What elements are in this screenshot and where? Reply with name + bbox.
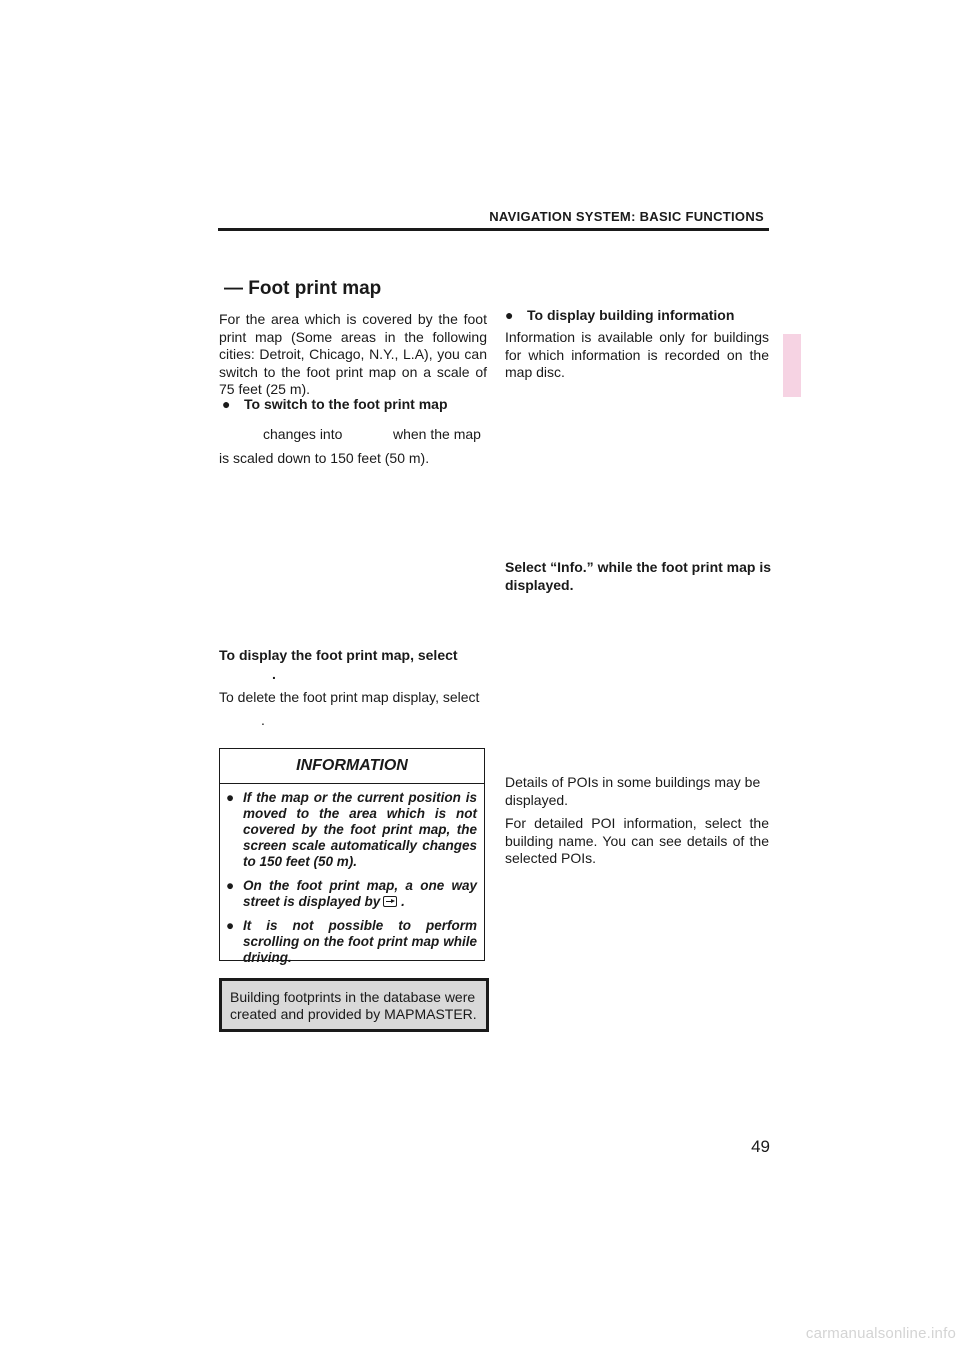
bullet-icon: ● — [226, 918, 235, 933]
information-item-text: If the map or the current position is moved to the area which is not covered by the foot print map, the screen scale automatically changes to 150 feet (50 m). — [243, 790, 477, 869]
watermark: carmanualsonline.info — [805, 1325, 956, 1342]
one-way-text: On the foot print map, a one way street is displayed by — [243, 878, 477, 909]
switch-heading-text: To switch to the foot print map — [244, 396, 448, 412]
information-item — [226, 918, 477, 966]
bullet-icon: ● — [222, 396, 231, 412]
running-header: NAVIGATION SYSTEM: BASIC FUNCTIONS — [489, 209, 764, 224]
select-info-instruction: Select “Info.” while the foot print map is displayed. — [505, 559, 772, 593]
building-paragraph: Information is available only for buildings for which information is recorded on the map disc. — [505, 329, 769, 380]
header-rule — [218, 228, 769, 231]
scaled-down-text: is scaled down to 150 feet (50 m). — [219, 450, 430, 466]
bullet-icon: ● — [226, 878, 235, 893]
information-item — [226, 790, 477, 870]
information-item — [226, 878, 477, 910]
delete-period: . — [261, 712, 265, 728]
poi-detailed-paragraph: For detailed POI information, select the building name. You can see details of the selected POIs. — [505, 815, 769, 866]
mapmaster-notice: Building footprints in the database were created and provided by MAPMASTER. — [219, 978, 489, 1032]
bullet-icon: ● — [226, 790, 235, 805]
building-heading — [505, 307, 734, 323]
one-way-period: . — [401, 894, 405, 909]
changes-into-text: changes into — [263, 426, 343, 442]
information-list — [226, 790, 477, 974]
poi-details-paragraph: Details of POIs in some buildings may be displayed. — [505, 774, 761, 808]
information-box — [219, 748, 485, 965]
page-number: 49 — [751, 1137, 770, 1156]
when-the-map-text: when the map — [393, 426, 481, 442]
chapter-tab — [783, 334, 801, 397]
information-item-text — [243, 878, 477, 910]
switch-heading — [222, 396, 448, 412]
building-heading-text: To display building information — [527, 307, 735, 323]
display-instruction: To display the foot print map, select — [219, 647, 458, 663]
information-rule — [220, 783, 484, 784]
information-item-text: It is not possible to perform scrolling on the foot print map while driving. — [243, 918, 477, 965]
intro-paragraph: For the area which is covered by the foot print map (Some areas in the following cities: Detroit, Chicago, N.Y., L.A), you can switch to the foot print map on a scale of 75 feet (25 m). — [219, 311, 487, 397]
bullet-icon: ● — [505, 307, 514, 323]
delete-instruction: To delete the foot print map display, select — [219, 689, 480, 705]
display-period: . — [272, 666, 276, 682]
section-title: — Foot print map — [224, 278, 382, 299]
one-way-arrow-icon — [383, 896, 397, 907]
information-title: INFORMATION — [296, 757, 408, 774]
